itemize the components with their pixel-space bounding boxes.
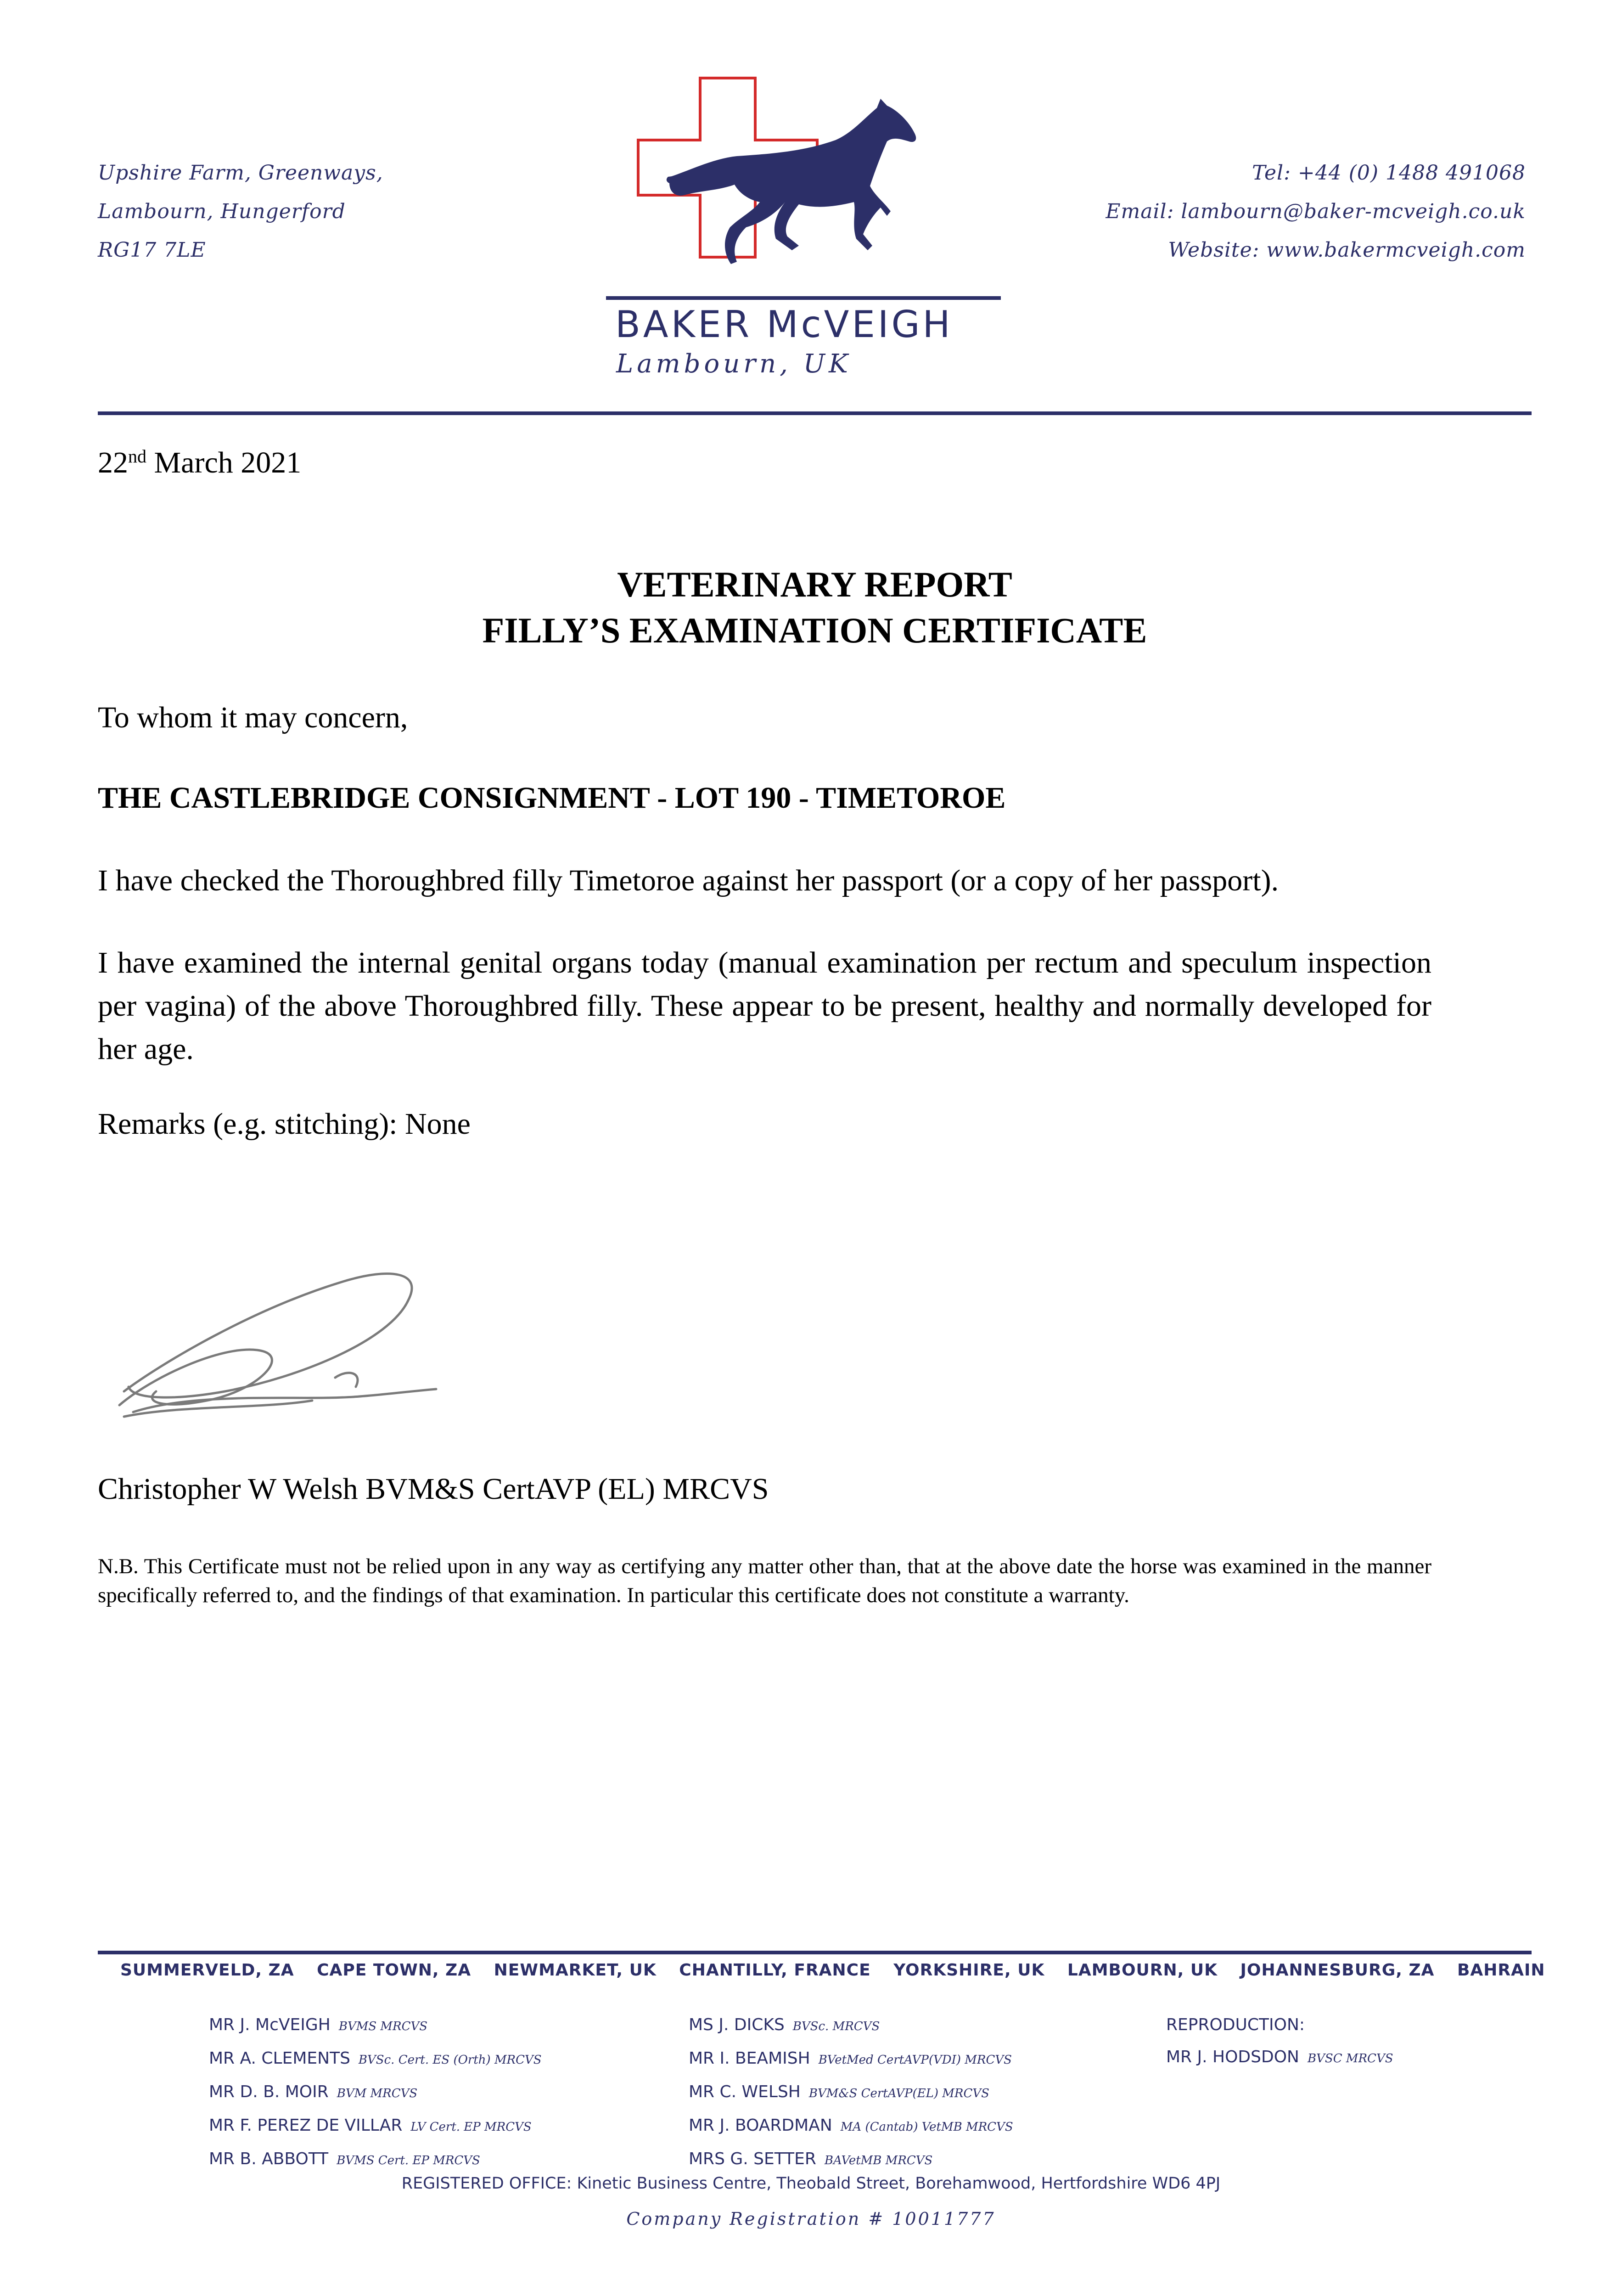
staff-qualifications: BVetMed CertAVP(VDI) MRCVS bbox=[818, 2053, 1012, 2067]
salutation: To whom it may concern, bbox=[98, 701, 408, 734]
contact-website: Website: www.bakermcveigh.com bbox=[1168, 238, 1526, 262]
contact-details bbox=[1106, 154, 1526, 270]
contact-phone: Tel: +44 (0) 1488 491068 bbox=[1252, 161, 1526, 185]
report-title: VETERINARY REPORT bbox=[617, 564, 1012, 604]
logo-rule bbox=[606, 296, 1001, 300]
staff-name: MR J. HODSDON bbox=[1166, 2048, 1299, 2066]
staff-qualifications: BVSc. Cert. ES (Orth) MRCVS bbox=[358, 2053, 542, 2067]
staff-qualifications: BAVetMB MRCVS bbox=[824, 2154, 933, 2167]
examination-paragraph: I have examined the internal genital organs today (manual examination per rectum and speculum inspection per vagina) of the above Thoroughbred filly. These appear to be present, healthy and normally developed for her age. bbox=[98, 946, 1431, 1066]
passport-paragraph: I have checked the Thoroughbred filly Timetoroe against her passport (or a copy of her passport). bbox=[98, 864, 1279, 897]
address-line-1: Upshire Farm, Greenways, bbox=[98, 161, 383, 185]
office-chantilly: CHANTILLY, FRANCE bbox=[679, 1961, 871, 1980]
brand-name: BAKER McVEIGH bbox=[615, 303, 953, 346]
staff-entry bbox=[209, 2009, 542, 2043]
signature-image bbox=[106, 1254, 464, 1437]
staff-entry bbox=[689, 2143, 1013, 2177]
office-bahrain: BAHRAIN bbox=[1457, 1961, 1545, 1980]
staff-name: MR D. B. MOIR bbox=[209, 2082, 329, 2101]
brand-location: Lambourn, UK bbox=[616, 349, 852, 379]
office-yorkshire: YORKSHIRE, UK bbox=[893, 1961, 1045, 1980]
date-suffix: nd bbox=[128, 446, 146, 467]
staff-qualifications: LV Cert. EP MRCVS bbox=[410, 2120, 532, 2134]
staff-entry bbox=[209, 2110, 542, 2143]
horse-icon bbox=[669, 99, 916, 264]
staff-qualifications: BVSc. MRCVS bbox=[792, 2020, 880, 2033]
farm-address bbox=[98, 154, 383, 270]
reproduction-column bbox=[1166, 2009, 1393, 2075]
office-summerveld: SUMMERVELD, ZA bbox=[120, 1961, 294, 1980]
staff-entry bbox=[689, 2110, 1013, 2143]
staff-qualifications: BVMS MRCVS bbox=[338, 2020, 428, 2033]
header-divider bbox=[98, 411, 1532, 415]
staff-name: MR I. BEAMISH bbox=[689, 2049, 810, 2068]
certificate-title: FILLY’S EXAMINATION CERTIFICATE bbox=[482, 610, 1147, 650]
staff-name: MR C. WELSH bbox=[689, 2082, 801, 2101]
reproduction-label: REPRODUCTION: bbox=[1166, 2015, 1305, 2034]
staff-qualifications: MA (Cantab) VetMB MRCVS bbox=[840, 2120, 1013, 2134]
staff-name: MRS G. SETTER bbox=[689, 2150, 816, 2168]
staff-entry bbox=[209, 2076, 542, 2110]
address-line-3: RG17 7LE bbox=[98, 238, 206, 262]
staff-qualifications: BVSC MRCVS bbox=[1308, 2052, 1393, 2065]
staff-qualifications: BVM&S CertAVP(EL) MRCVS bbox=[808, 2087, 989, 2100]
staff-name: MR F. PEREZ DE VILLAR bbox=[209, 2116, 403, 2135]
staff-entry bbox=[689, 2043, 1013, 2076]
staff-name: MS J. DICKS bbox=[689, 2015, 785, 2034]
office-locations bbox=[120, 1961, 1545, 1980]
company-registration: Company Registration # 10011777 bbox=[626, 2209, 996, 2229]
office-newmarket: NEWMARKET, UK bbox=[494, 1961, 657, 1980]
letter-date bbox=[98, 445, 301, 480]
date-month-year: March 2021 bbox=[146, 446, 302, 479]
staff-name: MR B. ABBOTT bbox=[209, 2150, 329, 2168]
disclaimer: N.B. This Certificate must not be relied upon in any way as certifying any matter other than, that at the above date the horse was examined in the manner specifically referred to, and the findings of that examination. In particular this certificate does not constitute a warranty. bbox=[98, 1554, 1431, 1607]
staff-column-1 bbox=[209, 2009, 542, 2177]
staff-qualifications: BVM MRCVS bbox=[337, 2087, 418, 2100]
address-line-2: Lambourn, Hungerford bbox=[98, 200, 346, 223]
staff-qualifications: BVMS Cert. EP MRCVS bbox=[337, 2154, 480, 2167]
staff-name: MR J. BOARDMAN bbox=[689, 2116, 832, 2135]
staff-entry bbox=[209, 2143, 542, 2177]
footer-divider bbox=[98, 1951, 1532, 1954]
staff-entry bbox=[689, 2009, 1013, 2043]
staff-entry bbox=[209, 2043, 542, 2076]
office-lambourn: LAMBOURN, UK bbox=[1067, 1961, 1218, 1980]
baker-mcveigh-logo bbox=[606, 64, 1001, 321]
signatory-name: Christopher W Welsh BVM&S CertAVP (EL) MRCVS bbox=[98, 1472, 769, 1506]
contact-email: Email: lambourn@baker-mcveigh.co.uk bbox=[1106, 200, 1526, 223]
remarks: Remarks (e.g. stitching): None bbox=[98, 1107, 471, 1141]
registered-office: REGISTERED OFFICE: Kinetic Business Centre, Theobald Street, Borehamwood, Hertfordshire WD6 4PJ bbox=[401, 2174, 1221, 2193]
staff-column-2 bbox=[689, 2009, 1013, 2177]
staff-name: MR J. McVEIGH bbox=[209, 2015, 331, 2034]
lot-heading: THE CASTLEBRIDGE CONSIGNMENT - LOT 190 - TIMETOROE bbox=[98, 781, 1006, 815]
office-johannesburg: JOHANNESBURG, ZA bbox=[1240, 1961, 1435, 1980]
staff-entry bbox=[689, 2076, 1013, 2110]
staff-name: MR A. CLEMENTS bbox=[209, 2049, 350, 2068]
office-cape-town: CAPE TOWN, ZA bbox=[317, 1961, 471, 1980]
staff-entry bbox=[1166, 2041, 1393, 2075]
date-day: 22 bbox=[98, 446, 128, 479]
